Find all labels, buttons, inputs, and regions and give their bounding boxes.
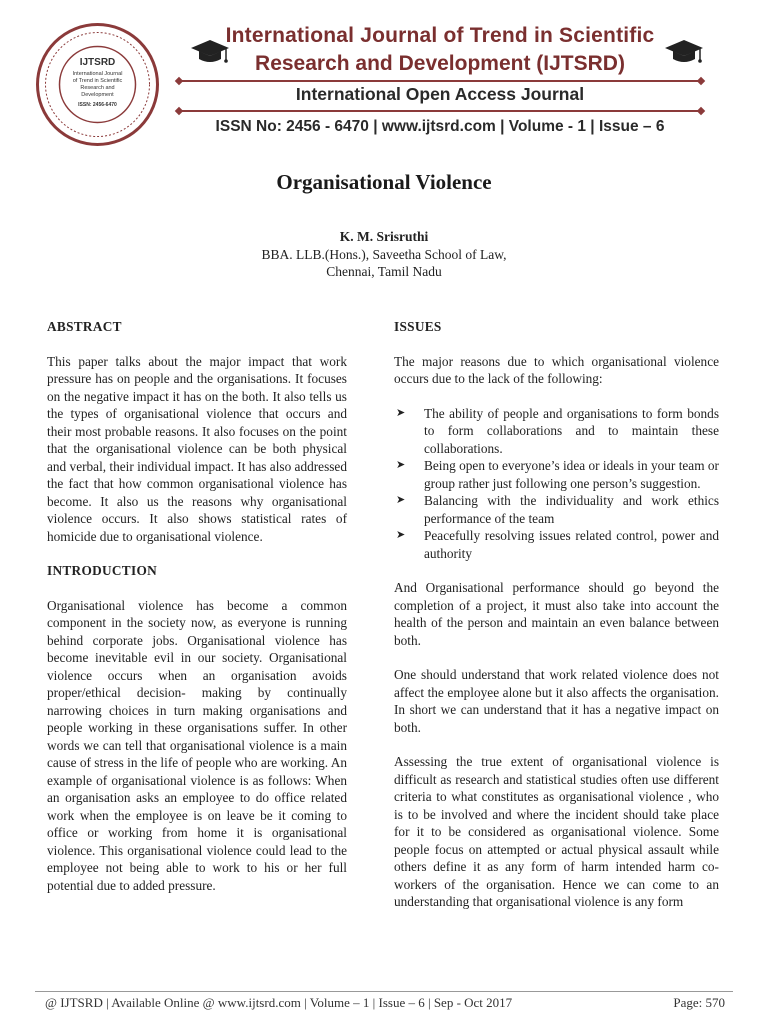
arrow-bullet-icon: ➤ xyxy=(396,494,406,506)
body-paragraph: And Organisational performance should go beyond the completion of a project, it must also take into account the health of the person and maintain an even balance between both. xyxy=(394,580,719,648)
abstract-heading: ABSTRACT xyxy=(47,319,122,334)
svg-text:IJTSRD: IJTSRD xyxy=(79,57,116,68)
list-item: ➤ Being open to everyone’s idea or ideals in your team or group rather just following one person’s suggestion. xyxy=(396,458,719,491)
svg-text:International Journal: International Journal xyxy=(72,71,123,77)
footer-text: @ IJTSRD | Available Online @ www.ijtsrd.com | Volume – 1 | Issue – 6 | Sep - Oct 2017 xyxy=(45,995,513,1010)
arrow-bullet-icon: ➤ xyxy=(396,406,406,419)
issues-heading: ISSUES xyxy=(394,319,442,334)
introduction-text: Organisational violence has become a common component in the society now, as everyone is running behind corporate jobs. Organisational violence has become inevitable evil in our society. Organisational violence occurs when an organisation avoids proper/ethical decision- making by continually narrowing choices in turn making organisations and people working in these organisations suffer. In other words we can tell that organisational violence is a main cause of stress in the life of people who are working. An example of organisational violence is as follows: When an organisation asks an employee to do office related work when the employee is on leave be it coming to office or working from home it is organisational violence. This organisational violence could lead to the employee not being able to work to his or her full potential due to added pressure. xyxy=(47,597,347,893)
author-location: Chennai, Tamil Nadu xyxy=(326,264,442,279)
body-paragraph: One should understand that work related violence does not affect the employee alone but it also affects the organisation. In short we can understand that it has a negative impact on both. xyxy=(394,667,719,735)
arrow-bullet-icon: ➤ xyxy=(396,459,406,471)
list-item: ➤ The ability of people and organisations to form bonds to form collaborations and to maintain these collaborations. xyxy=(396,405,719,456)
issues-list xyxy=(394,405,719,563)
header-divider xyxy=(180,80,700,82)
page-footer xyxy=(45,995,725,1011)
divider-diamond-icon xyxy=(175,107,183,115)
right-column xyxy=(394,318,719,911)
issues-intro: The major reasons due to which organisational violence occurs due to the lack of the following: xyxy=(394,353,719,386)
introduction-heading: INTRODUCTION xyxy=(47,563,157,578)
arrow-bullet-icon: ➤ xyxy=(396,529,406,541)
author-affiliation: BBA. LLB.(Hons.), Saveetha School of Law, xyxy=(261,247,507,262)
list-item: ➤ Peacefully resolving issues related control, power and authority xyxy=(396,528,719,561)
journal-seal-logo xyxy=(35,22,160,147)
list-item: ➤ Balancing with the individuality and work ethics performance of the team xyxy=(396,493,719,526)
page-number: Page: 570 xyxy=(673,995,725,1010)
journal-header xyxy=(0,0,768,150)
abstract-text: This paper talks about the major impact that work pressure has on people and the organisations. It focuses on the negative impact it has on the both. It also tells us the types of organisational violence that occurs and their most probable reasons. It also focuses on the point that the organisational violence can be both physical and verbal, their individual impact. It has also addressed the fact that how common organisational violence has become. It also us the reasons why organisational violence occurs. It also shows statistical rates of homicide due to organisational violence. xyxy=(47,353,347,544)
divider-diamond-icon xyxy=(697,107,705,115)
journal-name-line2: Research and Development (IJTSRD) xyxy=(255,52,625,75)
journal-name-line1: International Journal of Trend in Scientific xyxy=(225,24,655,47)
issn-line: ISSN No: 2456 - 6470 | www.ijtsrd.com | Volume - 1 | Issue – 6 xyxy=(215,118,665,135)
svg-text:of Trend in Scientific: of Trend in Scientific xyxy=(72,78,123,84)
footer-divider xyxy=(35,991,733,992)
svg-text:Research and: Research and xyxy=(80,85,115,91)
paper-title: Organisational Violence xyxy=(276,170,492,194)
author-name: K. M. Srisruthi xyxy=(339,229,429,244)
svg-text:Development: Development xyxy=(81,92,114,98)
journal-subtitle: International Open Access Journal xyxy=(295,84,585,104)
header-divider xyxy=(180,110,700,112)
left-column xyxy=(47,318,347,911)
svg-text:ISSN: 2456-6470: ISSN: 2456-6470 xyxy=(78,102,117,108)
body-paragraph: Assessing the true extent of organisational violence is difficult as research and statistical studies often use different criteria to what constitutes as organisational violence , who is to be involved and where the incident should take place for it to be considered as organisational violence. Some people focus on attempted or actual physical assault while others define it as any form of harm intended harm co-workers of the organisation. Hence we can come to an understanding that organisational violence is any form xyxy=(394,754,719,909)
